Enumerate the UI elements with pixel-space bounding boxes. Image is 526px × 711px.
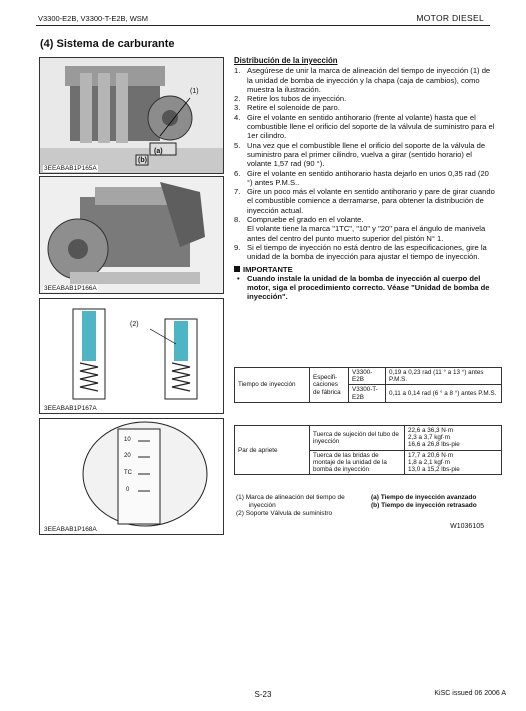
figure-flywheel-marks [39,418,224,535]
figure-label-2: (2) [130,321,139,328]
figure-flywheel [39,176,224,294]
header-section: MOTOR DIESEL [416,13,484,23]
table-label: Tiempo de inyección [235,368,310,403]
figure-label-a: (a) [154,148,163,155]
procedure-step: 9. Si el tiempo de inyección no está dentro de las especificaciones, gire la unidad de la bomba de inyección para ajustar el tiempo de inyección. [234,242,487,262]
table-model: V3300-T-E2B [349,385,386,402]
figure-legend [236,494,506,518]
legend-item: (b) Tiempo de inyección retrasado [371,502,477,509]
flywheel-mark-tc: TC [124,470,132,476]
figure-caption: 3EEABAB1P166A [44,285,97,292]
procedure-step: 2. Retire los tubos de inyección. [234,94,347,104]
tightening-torque-table [234,425,502,475]
table-item: Tuerca de las bridas de montaje de la unidad de la bomba de inyección [310,450,405,475]
figure-label-b: (b) [138,157,147,164]
legend-item: (2) Soporte Válvula de suministro [236,510,333,517]
procedure-step: 1. Asegúrese de unir la marca de alineación del tiempo de inyección (1) de la unidad de bomba de inyección y la chapa (caja de cambios), como muestra la ilustración. [234,66,491,94]
flywheel-mark-0: 0 [126,487,130,493]
flywheel-mark-20: 20 [124,453,131,459]
procedure-step: 6. Gire el volante en sentido antihorario hasta dejarlo en unos 0,35 rad (20 °) antes P.M.S.. [234,168,489,187]
table-value: 0,19 a 0,23 rad (11 ° a 13 °) antes P.M.S. [386,368,502,385]
engine-flywheel-illustration [40,177,223,293]
delivery-valve-illustration [40,299,223,413]
important-note: • Cuando instale la unidad de la bomba de inyección al cuerpo del motor, siga el procedimiento correcto. Véase "Unidad de bomba de inyección". [237,273,490,302]
figure-label-1: (1) [190,88,199,95]
table-value: 0,11 a 0,14 rad (6 ° a 8 °) antes P.M.S. [386,385,502,402]
header-models: V3300-E2B, V3300-T-E2B, WSM [38,14,149,23]
legend-item: (1) Marca de alineación del tiempo de [236,494,345,501]
flywheel-mark-10: 10 [124,437,131,443]
procedure-step: 4. Gire el volante en sentido antihorario (frente al volante) hasta que el combustible llene el orificio del soporte de la válvula de suministro para el 1er cilindro. [234,112,495,141]
table-model: V3300-E2B [349,368,386,385]
procedure-step: El volante tiene la marca "1TC", "10" y "20" para el ángulo de manivela antes del centro del punto muerto superior del pistón N° 1. [247,224,486,243]
procedure-column [234,56,496,302]
table-values: 17,7 a 20,6 N·m 1,8 a 2,1 kgf·m 13,0 a 15,2 lbs-pie [405,450,502,475]
document-code: W1036105 [450,523,484,530]
injection-timing-table [234,367,502,403]
figure-pump-alignment [39,57,224,174]
table-values: 22,6 a 36,3 N·m 2,3 a 3,7 kgf·m 16,6 a 26,8 lbs-pie [405,426,502,451]
issue-note: KiSC issued 06 2006 A [434,690,506,697]
procedure-step: 3. Retire el solenoide de paro. [234,103,340,113]
procedure-steps [234,66,496,261]
figure-delivery-valve [39,298,224,414]
page-number: S-23 [254,690,272,699]
section-title: (4) Sistema de carburante [40,38,175,50]
procedure-subtitle: Distribución de la inyección [234,56,338,65]
figure-caption: 3EEABAB1P168A [44,526,97,533]
header-rule [36,25,490,26]
procedure-step: 5. Una vez que el combustible llene el orificio del soporte de la válvula de suministro para el primer cilindro, vuelva a girar (sentido horario) el volante 1,57 rad (90 °). [234,140,486,169]
legend-item: (a) Tiempo de inyección avanzado [371,494,477,501]
square-bullet-icon [234,266,240,272]
table-item: Tuerca de sujeción del tubo de inyección [310,426,405,451]
engine-pump-illustration [40,58,223,173]
figure-caption: 3EEABAB1P165A [44,165,97,172]
figure-caption: 3EEABAB1P167A [44,405,97,412]
procedure-step: 8. Compruebe el grado en el volante. [234,215,364,225]
legend-item: inyección [236,502,276,509]
flywheel-marks-illustration [40,419,223,534]
table-label: Par de apriete [235,426,310,475]
table-spec-label: Especifi-caciones de fábrica [310,368,349,403]
important-heading: IMPORTANTE [234,265,496,274]
procedure-step: 7. Gire un poco más el volante en sentido antihorario y pare de girar cuando el combustible comience a derramarse, para obtener la distribución de inyección actual. [234,187,495,215]
